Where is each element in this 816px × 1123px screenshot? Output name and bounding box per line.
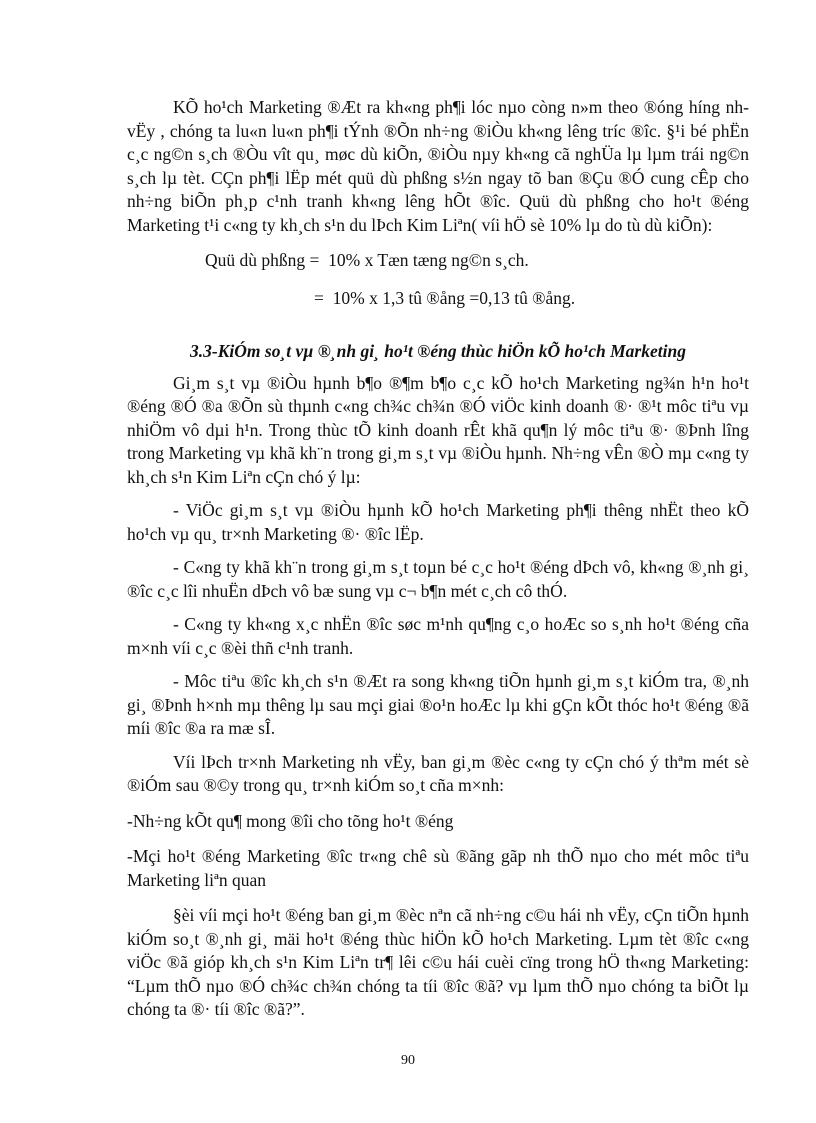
paragraph-conclusion: §èi víi mçi ho¹t ®éng ban gi¸m ®èc nªn cã nh÷ng c©u hái nh vËy, cÇn tiÕn hµnh kiÓm so¸t ®¸nh gi¸ mäi ho¹t ®éng thùc hiÖn kÕ ho¹ch Marketing. Lµm tèt ®îc c«ng viÖc ®ã gióp kh¸ch s¹n Kim Liªn tr¶ lêi c©u hái cuèi cïng trong hÖ th«ng Marketing: “Lµm thÕ nµo ®Ó ch¾c ch¾n chóng ta tíi ®îc ®ã? vµ lµm thÕ nµo chóng ta biÕt lµ chóng ta ®· tíi ®îc ®ã?”. — [127, 905, 749, 1019]
page-content — [127, 96, 749, 1022]
list-item-expected-results: -Nh÷ng kÕt qu¶ mong ®îi cho tõng ho¹t ®éng — [127, 810, 454, 831]
paragraph-point-3: - C«ng ty kh«ng x¸c nhËn ®îc søc m¹nh qu¶ng c¸o hoÆc so s¸nh ho¹t ®éng cña m×nh víi c¸c ®èi thñ c¹nh tranh. — [127, 614, 749, 658]
paragraph-point-4: - Môc tiªu ®îc kh¸ch s¹n ®Æt ra song kh«ng tiÕn hµnh gi¸m s¸t kiÓm tra, ®¸nh gi¸ ®Þnh h×nh mµ thêng lµ sau mçi giai ®o¹n hoÆc lµ khi gÇn kÕt thóc ho¹t ®éng ®ã míi ®îc ®a ra mæ sÎ. — [127, 671, 749, 738]
paragraph-monitoring-intro: Gi¸m s¸t vµ ®iÒu hµnh b¶o ®¶m b¶o c¸c kÕ ho¹ch Marketing ng¾n h¹n ho¹t ®éng ®Ó ®a ®Õn sù thµnh c«ng ch¾c ch¾n ®Ó viÖc kinh doanh ®· ®¹t môc tiªu vµ nhiÖm vô dµi h¹n. Trong thùc tÕ kinh doanh rÊt khã qu¶n lý môc tiªu ®· ®Þnh lîng trong Marketing vµ khã kh¨n trong gi¸m s¸t vµ ®iÒu hµnh. Nh÷ng vÊn ®Ò mµ c«ng ty kh¸ch s¹n Kim Liªn cÇn chó ý lµ: — [127, 372, 749, 487]
list-item-marketing-contribution: -Mçi ho¹t ®éng Marketing ®îc tr«ng chê sù ®ãng gãp nh thÕ nµo cho mét môc tiªu Marketing liªn quan — [127, 846, 749, 890]
section-heading: 3.3-KiÓm so¸t vµ ®¸nh gi¸ ho¹t ®éng thùc hiÖn kÕ ho¹ch Marketing — [190, 341, 686, 361]
page-number: 90 — [401, 1053, 415, 1068]
paragraph-point-2: - C«ng ty khã kh¨n trong gi¸m s¸t toµn bé c¸c ho¹t ®éng dÞch vô, kh«ng ®¸nh gi¸ ®îc c¸c lîi nhuËn dÞch vô bæ sung vµ c¬ b¶n mét c¸ch cô thÓ. — [127, 557, 749, 601]
paragraph-contingency-intro: KÕ ho¹ch Marketing ®Æt ra kh«ng ph¶i lóc nµo còng n»m theo ®óng híng nh vËy , chóng ta lu«n lu«n ph¶i tÝnh ®Õn nh÷ng ®iÒu kh«ng lêng tríc ®îc. §¹i bé phËn c¸c ng©n s¸ch ®Òu vît qu¸ møc dù kiÕn, ®iÒu nµy kh«ng cã nghÜa lµ lµm trái ng©n s¸ch lµ tèt. CÇn ph¶i lËp mét quü dù phßng s½n ngay tõ ban ®Çu ®Ó cung cÊp cho nh÷ng biÕn ph¸p c¹nh tranh kh«ng lêng hÕt ®îc. Quü dù phßng cho ho¹t ®éng Marketing t¹i c«ng ty kh¸ch s¹n du lÞch Kim Liªn( víi hÖ sè 10% lµ do tù dù kiÕn): — [127, 97, 749, 235]
paragraph-board-note: Víi lÞch tr×nh Marketing nh vËy, ban gi¸m ®èc c«ng ty cÇn chó ý thªm mét sè ®iÓm sau ®©y trong qu¸ tr×nh kiÓm so¸t cña m×nh: — [127, 751, 749, 795]
formula-line-2: = 10% x 1,3 tû ®ång =0,13 tû ®ång. — [314, 287, 576, 308]
formula-line-1: Quü dù phßng = 10% x Tæn tæng ng©n s¸ch. — [205, 250, 529, 270]
paragraph-point-1: - ViÖc gi¸m s¸t vµ ®iÒu hµnh kÕ ho¹ch Marketing ph¶i thêng nhËt theo kÕ ho¹ch vµ qu¸ tr×nh Marketing ®· ®îc lËp. — [127, 500, 749, 544]
